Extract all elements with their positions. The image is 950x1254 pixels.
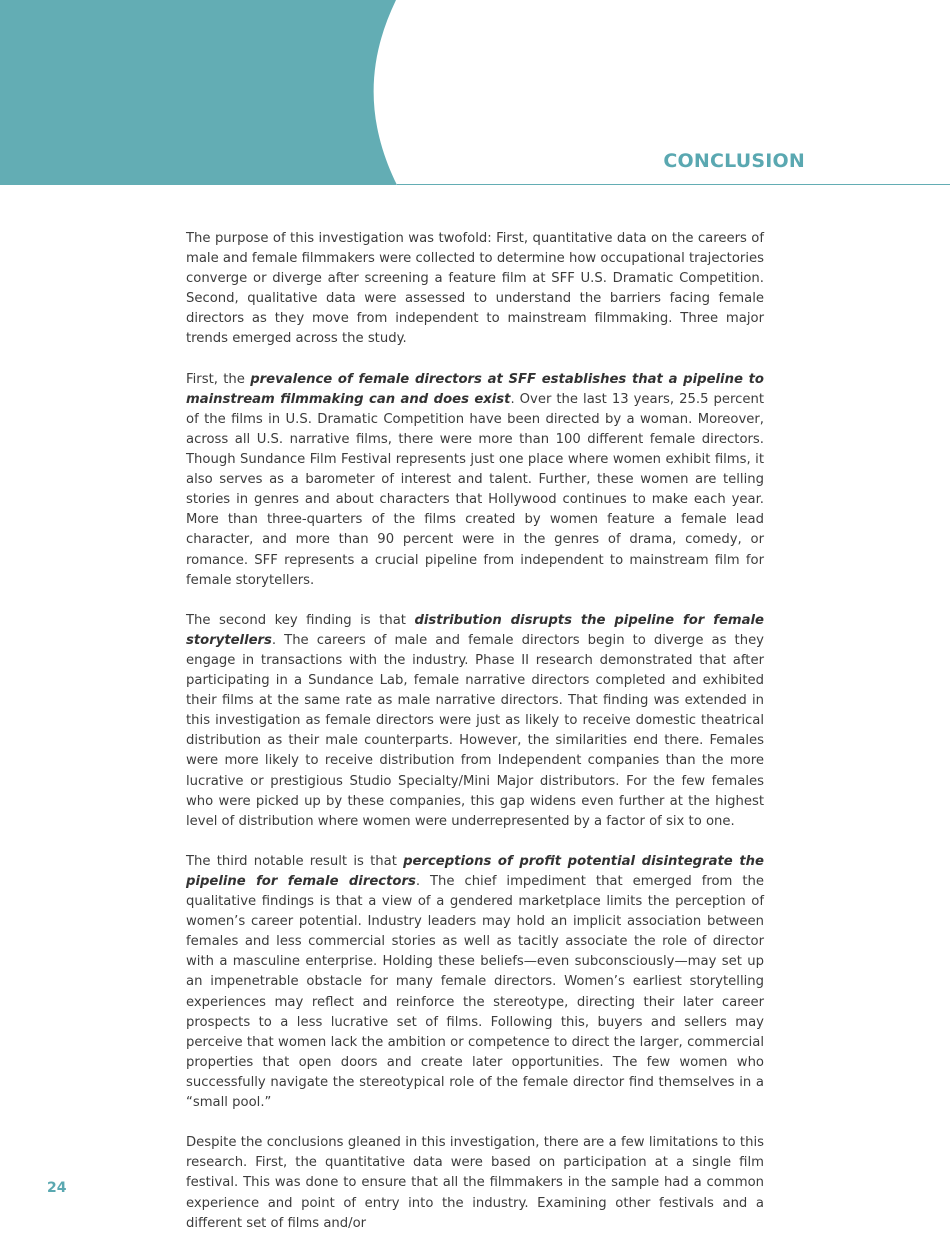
paragraph-2 xyxy=(186,370,764,591)
section-title: CONCLUSION xyxy=(663,150,805,172)
paragraph-2-lead: First, the xyxy=(186,371,251,387)
paragraph-4-lead: The third notable result is that xyxy=(186,853,404,869)
body-text xyxy=(186,229,764,1254)
paragraph-2-emphasis: prevalence of female directors at SFF establishes that a pipeline to mainstream filmmaking can and does exist xyxy=(186,371,764,407)
paragraph-4-rest: . The chief impediment that emerged from the qualitative findings is that a view of a gendered marketplace limits the perception of women’s career potential. Industry leaders may hold an implicit association between females and less commercial stories as well as tacitly associate the role of director with a masculine enterprise. Holding these beliefs—even subconsciously—may set up an impenetrable obstacle for many female directors. Women’s earliest storytelling experiences may reflect and reinforce the stereotype, directing their later career prospects to a less lucrative set of films. Following this, buyers and sellers may perceive that women lack the ambition or competence to direct the larger, commercial properties that open doors and create later opportunities. The few women who successfully navigate the stereotypical role of the female director find themselves in a “small pool.” xyxy=(186,874,764,1111)
header-graphic xyxy=(0,0,950,185)
page-number: 24 xyxy=(47,1180,67,1196)
paragraph-2-rest: . Over the last 13 years, 25.5 percent of the films in U.S. Dramatic Competition have been directed by a woman. Moreover, across all U.S. narrative films, there were more than 100 different female directors. Though Sundance Film Festival represents just one place where women exhibit films, it also serves as a barometer of interest and talent. Further, these women are telling stories in genres and about characters that Hollywood continues to make each year. More than three-quarters of the films created by women feature a female lead character, and more than 90 percent were in the genres of drama, comedy, or romance. SFF represents a crucial pipeline from independent to mainstream film for female storytellers. xyxy=(186,391,764,588)
paragraph-1: The purpose of this investigation was twofold: First, quantitative data on the careers of male and female filmmakers were collected to determine how occupational trajectories converge or diverge after screening a feature film at SFF U.S. Dramatic Competition. Second, qualitative data were assessed to understand the barriers facing female directors as they move from independent to mainstream filmmaking. Three major trends emerged across the study. xyxy=(186,231,764,347)
paragraph-4 xyxy=(186,852,764,1113)
paragraph-3 xyxy=(186,611,764,832)
header-band xyxy=(0,0,950,185)
paragraph-3-lead: The second key finding is that xyxy=(186,612,415,628)
paragraph-3-emphasis: distribution disrupts the pipeline for female storytellers xyxy=(186,612,764,648)
paragraph-5: Despite the conclusions gleaned in this investigation, there are a few limitations to this research. First, the quantitative data were based on participation at a single film festival. This was done to ensure that all the filmmakers in the sample had a common experience and point of entry into the industry. Examining other festivals and a different set of films and/or xyxy=(186,1135,764,1231)
paragraph-3-rest: . The careers of male and female directors begin to diverge as they engage in transactions with the industry. Phase II research demonstrated that after participating in a Sundance Lab, female narrative directors completed and exhibited their films at the same rate as male narrative directors. That finding was extended in this investigation as female directors were just as likely to receive domestic theatrical distribution as their male counterparts. However, the similarities end there. Females were more likely to receive distribution from Independent companies than the more lucrative or prestigious Studio Specialty/Mini Major distributors. For the few females who were picked up by these companies, this gap widens even further at the highest level of distribution where women were underrepresented by a factor of six to one. xyxy=(186,632,764,829)
header-teal-shape xyxy=(0,0,397,185)
paragraph-4-emphasis: perceptions of profit potential disintegrate the pipeline for female directors xyxy=(186,853,764,889)
